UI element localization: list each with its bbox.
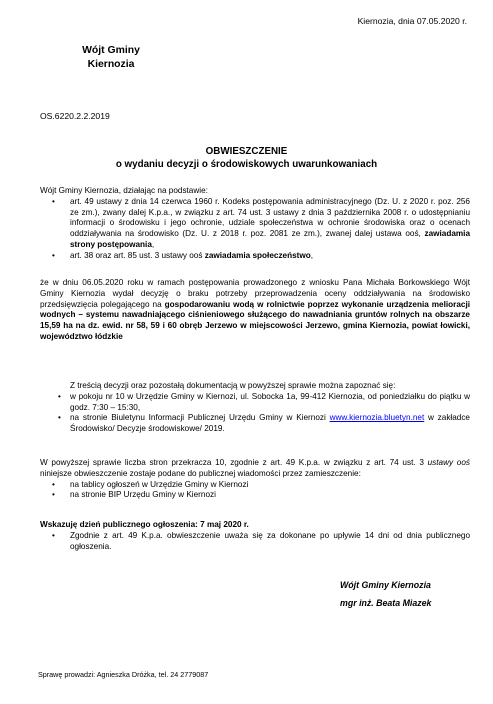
publication-item-1 bbox=[40, 531, 470, 553]
basis-item-1-text: art. 49 ustawy z dnia 14 czerwca 1960 r. Kodeks postępowania administracyjnego (Dz. U. z 2020 r. poz. 256 ze zm.), zwany dalej K.p.a., w związku z art. 74 ust. 3 ustawy z dnia 3 października 2008 r. o udostępnianiu informacji o środowisku i jego ochronie, udziale społeczeństwa w ochronie środowiska oraz o ocenach oddziaływania na środowisko (Dz. U. z 2018 r. poz. 2081 ze zm.), zwanej dalej ustawa ooś, bbox=[70, 196, 470, 239]
notification-item-1 bbox=[40, 480, 470, 491]
notification-act-name: ustawy ooś bbox=[427, 458, 470, 467]
publication-item-1-text: Zgodnie z art. 49 K.p.a. obwieszczenie uważa się za dokonane po upływie 14 dni od dnia publicznego ogłoszenia. bbox=[70, 530, 470, 551]
basis-item-2 bbox=[40, 251, 470, 262]
basis-intro: Wójt Gminy Kiernozia, działając na podstawie: bbox=[40, 186, 208, 195]
notification-text-1: W powyższej sprawie liczba stron przekracza 10, zgodnie z art. 49 K.p.a. w związku z art. 74 ust. 3 bbox=[40, 458, 424, 467]
decision-paragraph bbox=[40, 278, 470, 343]
bullet-icon: • bbox=[52, 479, 55, 489]
notification-list bbox=[40, 480, 470, 502]
notification-item-2-text: na stronie BIP Urzędu Gminy w Kiernozi bbox=[70, 490, 216, 500]
bullet-icon: • bbox=[58, 413, 61, 423]
basis-item-1-bold: zawiadamia strony postępowania bbox=[70, 229, 470, 249]
title-main: OBWIESZCZENIE bbox=[205, 146, 288, 157]
signature-name: mgr inż. Beata Miazek bbox=[340, 598, 432, 608]
documentation-item-2 bbox=[40, 413, 470, 435]
basis-item-1-end: , bbox=[151, 239, 155, 249]
documentation-item-2-tail: w zakładce Środowisko/ Decyzje środowiskowe/ 2019. bbox=[70, 413, 470, 434]
bullet-icon: • bbox=[52, 196, 55, 206]
title-sub: o wydaniu decyzji o środowiskowych uwarunkowaniach bbox=[115, 159, 378, 170]
bullet-icon: • bbox=[58, 391, 61, 401]
issuer-line-2: Kiernozia bbox=[87, 58, 135, 70]
footer-contact: Sprawę prowadzi: Agnieszka Dróżka, tel. 24 2779087 bbox=[38, 670, 209, 679]
bullet-icon: • bbox=[52, 490, 55, 500]
basis-section bbox=[40, 186, 470, 262]
documentation-list bbox=[40, 392, 470, 435]
publication-list bbox=[40, 531, 470, 553]
basis-item-2-end: , bbox=[310, 250, 314, 260]
publication-section bbox=[40, 520, 470, 552]
documentation-intro: Z treścią decyzji oraz pozostałą dokumentacją w powyższej sprawie można zapoznać się: bbox=[70, 381, 396, 390]
documentation-item-1-text: w pokoju nr 10 w Urzędzie Gminy w Kiernozi, ul. Sobocka 1a, 99-412 Kiernozia, od poniedziałku do piątku w godz. 7:30 – 15:30, bbox=[70, 391, 470, 412]
notification-item-1-text: na tablicy ogłoszeń w Urzędzie Gminy w Kiernozi bbox=[70, 479, 249, 489]
documentation-item-2-text: na stronie Biuletynu Informacji Publicznej Urzędu Gminy w Kiernozi bbox=[70, 413, 326, 423]
basis-item-2-text: art. 38 oraz art. 85 ust. 3 ustawy ooś bbox=[70, 250, 203, 260]
basis-item-1 bbox=[40, 197, 470, 251]
decision-project: gospodarowaniu wodą w rolnictwie poprzez wykonanie urządzenia melioracji wodnych – systemu nawadniającego ciśnieniowego służącego do nawadniania gruntów rolnych na obszarze 15,59 ha na dz. ewid. nr 58, 59 i 60 obręb Jerzewo w miejscowości Jerzewo, gmina Kiernozia, powiat łowicki, województwo łódzkie bbox=[40, 299, 471, 341]
publication-heading: Wskazuję dzień publicznego ogłoszenia: 7 maj 2020 r. bbox=[40, 520, 249, 529]
bullet-icon: • bbox=[52, 530, 55, 540]
basis-list bbox=[40, 197, 470, 262]
documentation-item-1 bbox=[40, 392, 470, 414]
issuer-line-1: Wójt Gminy bbox=[82, 45, 140, 56]
notification-text-2: niniejsze obwieszczenie zostaje podane do publicznej wiadomości przez zamieszczenie: bbox=[40, 468, 361, 478]
issuer-block bbox=[56, 44, 166, 71]
bip-link[interactable]: www.kiernozia.bluetyn.net bbox=[329, 413, 425, 423]
signature-title: Wójt Gminy Kiernozia bbox=[340, 580, 431, 590]
signature-block bbox=[340, 576, 431, 612]
decision-text: że w dniu 06.05.2020 roku w ramach postępowania prowadzonego z wniosku Pana Michała Borkowskiego Wójt Gminy Kiernozia wydał decyzję o braku potrzeby przeprowadzenia oceny oddziaływania na środowisko przedsięwzięcia polegającego na bbox=[40, 278, 470, 309]
document-title bbox=[0, 145, 493, 171]
decision-section bbox=[40, 278, 470, 343]
reference-number: OS.6220.2.2.2019 bbox=[40, 111, 110, 121]
notification-item-2 bbox=[40, 490, 470, 501]
notification-paragraph bbox=[40, 458, 470, 480]
basis-item-2-bold: zawiadamia społeczeństwo bbox=[204, 250, 311, 260]
notification-section bbox=[40, 458, 470, 501]
documentation-section bbox=[40, 381, 470, 435]
document-date: Kiernozia, dnia 07.05.2020 r. bbox=[357, 16, 467, 26]
bullet-icon: • bbox=[52, 250, 55, 260]
